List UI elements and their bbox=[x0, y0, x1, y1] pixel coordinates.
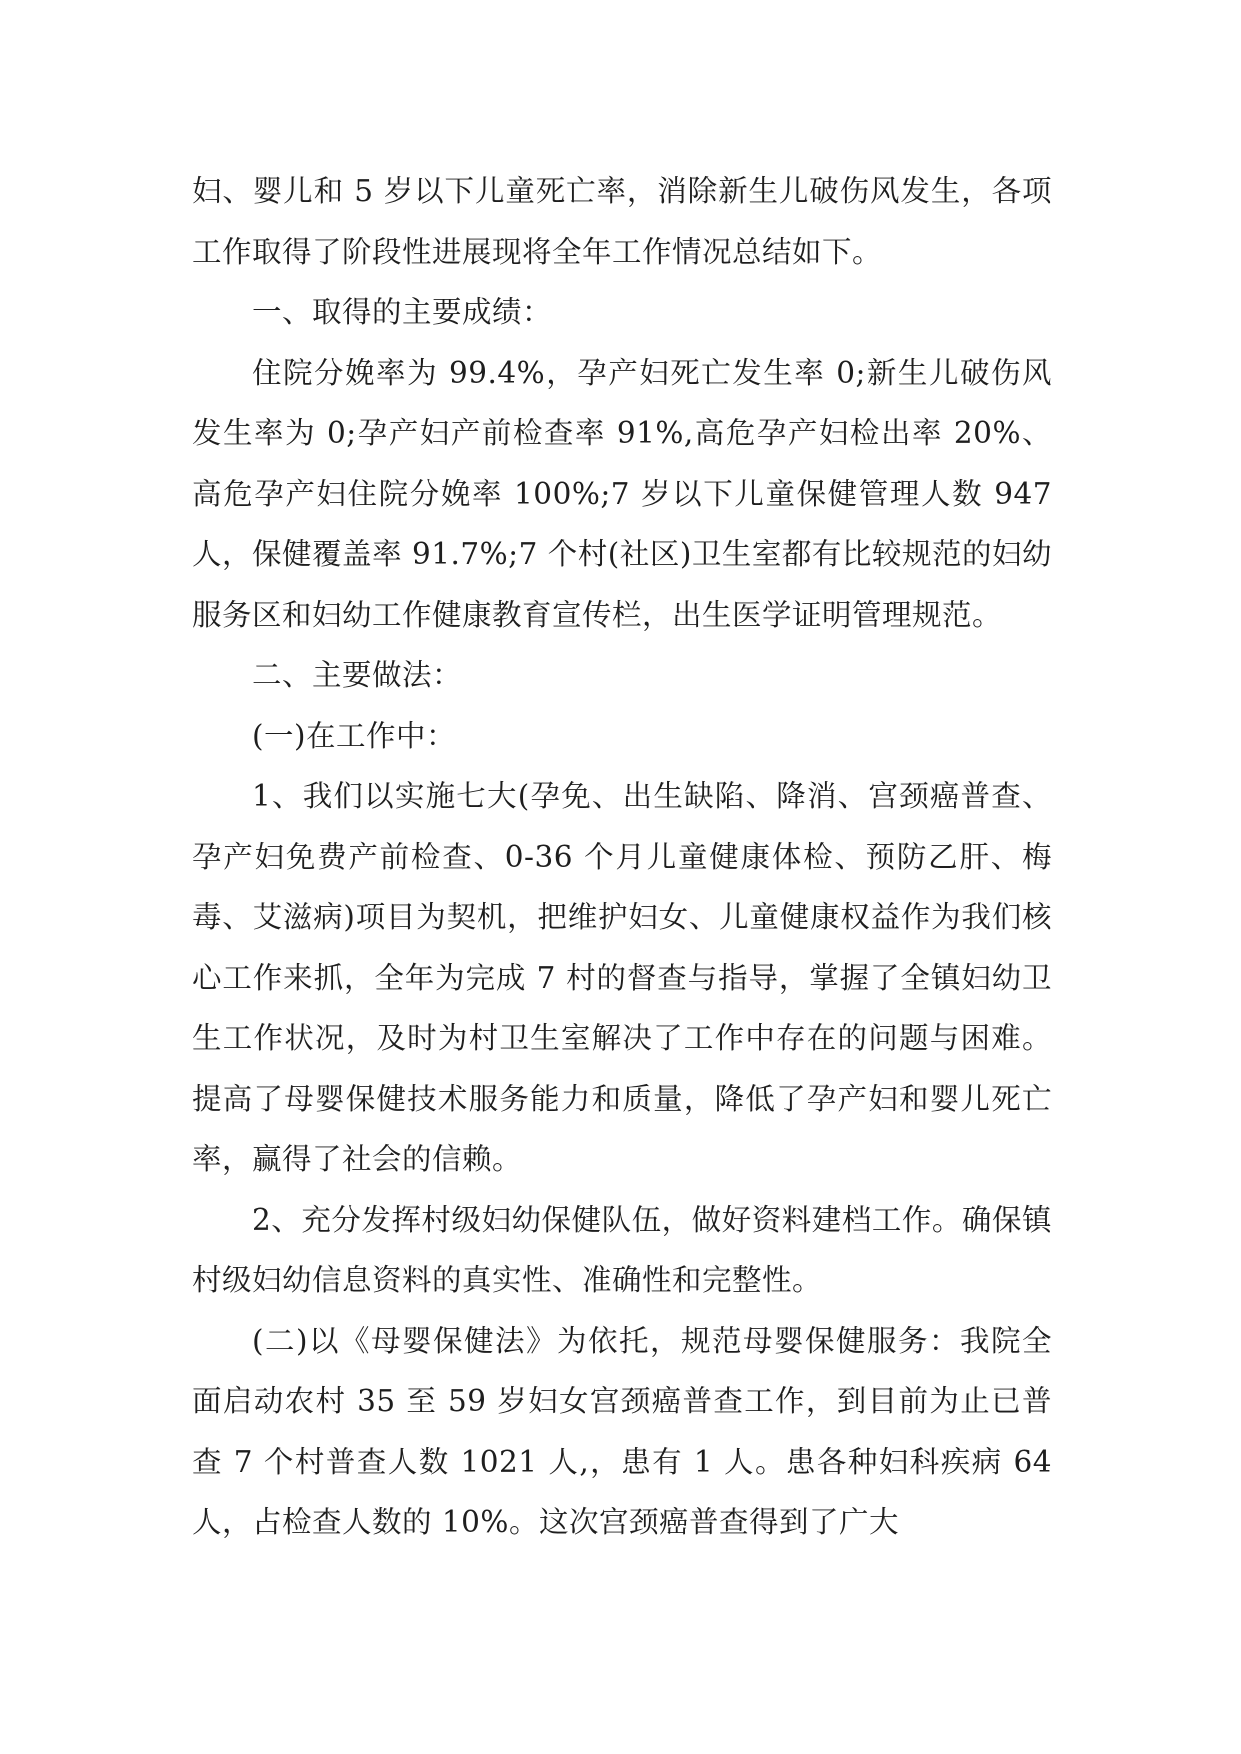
heading-methods: 二、主要做法： bbox=[252, 658, 463, 692]
paragraph-maternal-law: (二)以《母婴保健法》为依托，规范母婴保健服务：我院全面启动农村 35 至 59 岁妇女宫颈癌普查工作，到目前为止已普查 7 个村普查人数 1021 人,，患有 1 人。患各种妇科疾病 64 人，占检查人数的 10%。这次宫颈癌普查得到了广大 bbox=[192, 1323, 1052, 1539]
paragraph-method-2: 2、充分发挥村级妇幼保健队伍，做好资料建档工作。确保镇村级妇幼信息资料的真实性、准确性和完整性。 bbox=[192, 1202, 1052, 1297]
paragraph-achievements: 住院分娩率为 99.4%，孕产妇死亡发生率 0;新生儿破伤风发生率为 0;孕产妇产前检查率 91%,高危孕产妇检出率 20%、高危孕产妇住院分娩率 100%;7 岁以下儿童保健管理人数 947 人，保健覆盖率 91.7%;7 个村(社区)卫生室都有比较规范的妇幼服务区和妇幼工作健康教育宣传栏，出生医学证明管理规范。 bbox=[192, 355, 1052, 632]
document-body bbox=[192, 161, 1052, 1553]
heading-achievements: 一、取得的主要成绩： bbox=[252, 295, 553, 329]
paragraph-intro: 妇、婴儿和 5 岁以下儿童死亡率，消除新生儿破伤风发生，各项工作取得了阶段性进展现将全年工作情况总结如下。 bbox=[192, 174, 1052, 269]
subheading-in-work: (一)在工作中： bbox=[252, 718, 457, 753]
paragraph-method-1: 1、我们以实施七大(孕免、出生缺陷、降消、宫颈癌普查、孕产妇免费产前检查、0-36 个月儿童健康体检、预防乙肝、梅毒、艾滋病)项目为契机，把维护妇女、儿童健康权益作为我们核心工作来抓，全年为完成 7 村的督查与指导，掌握了全镇妇幼卫生工作状况，及时为村卫生室解决了工作中存在的问题与困难。提高了母婴保健技术服务能力和质量，降低了孕产妇和婴儿死亡率，赢得了社会的信赖。 bbox=[192, 779, 1052, 1176]
